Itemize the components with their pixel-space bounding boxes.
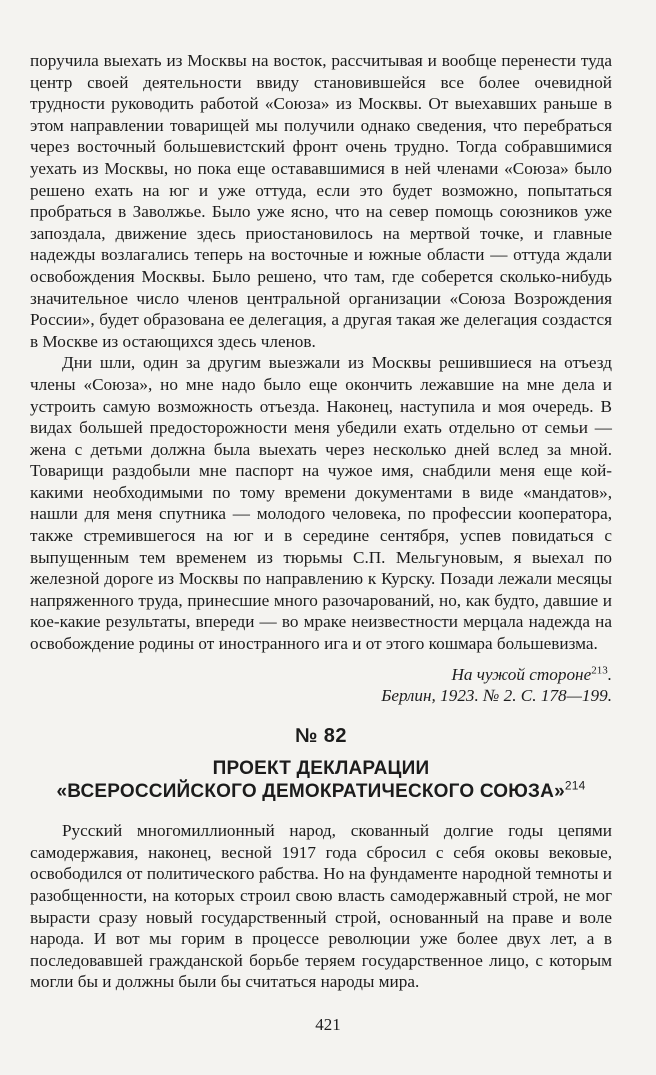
document-title-line-1: ПРОЕКТ ДЕКЛАРАЦИИ <box>212 758 430 780</box>
source-reference <box>30 664 612 708</box>
page-number: 421 <box>315 1015 341 1034</box>
document-title-line-2-text: «ВСЕРОССИЙСКОГО ДЕМОКРАТИЧЕСКОГО СОЮЗА» <box>56 781 565 803</box>
source-citation: Берлин, 1923. № 2. С. 178—199. <box>381 686 612 706</box>
paragraph-2: Дни шли, один за другим выезжали из Москвы решившиеся на отъезд члены «Союза», но мне надо было еще окончить лежавшие на мне дела и устроить самую возможность отъезда. Наконец, наступила и моя очередь. В видах большей предосторожности меня убедили ехать отдельно от семьи — жена с детьми должна была выехать через несколько дней вслед за мной. Товарищи раздобыли мне паспорт на чужое имя, снабдили меня еще кой-какими необходимыми по тому времени документами в виде «мандатов», нашли для меня спутника — молодого человека, по профессии кооператора, также стремившегося на юг и в середине сентября, успев повидаться с выпущенным тем временем из тюрьмы С.П. Мельгуновым, я выехал по железной дороге из Москвы по направлению к Курску. Позади лежали месяцы напряженного труда, принесшие много разочарований, но, как будто, давшие и кое-какие результаты, впереди — во мраке неизвестности мерцала надежда на освобождение родины от иностранного ига и от этого кошмара большевизма. <box>30 353 612 654</box>
page-content <box>30 50 612 993</box>
document-title-line-2 <box>30 780 612 803</box>
document-title-footnote-mark: 214 <box>564 778 586 793</box>
source-footnote-mark: 213 <box>591 663 608 676</box>
document-body: Русский многомиллионный народ, скованный долгие годы цепями самодержавия, наконец, весной 1917 года сбросил с себя оковы вековые, освободился от политического рабства. Но на фундаменте народной темноты и разобщенности, на которых строил свою власть самодержавный строй, не мог вырасти сразу новый государственный строй, основанный на праве и воле народа. И вот мы горим в процессе революции уже более двух лет, а в последовавшей гражданской борьбе теряем государственное лицо, с которым могли бы и должны были бы считаться народы мира. <box>30 821 612 992</box>
document-title <box>30 757 612 803</box>
paragraph-1: поручила выехать из Москвы на восток, рассчитывая и вообще перенести туда центр своей деятельности ввиду становившейся все более очевидной трудности руководить работой «Союза» из Москвы. От выехавших раньше в этом направлении товарищей мы получили однако сведения, что перебраться через восточный большевистский фронт очень трудно. Тогда собравшимися уехать из Москвы, но пока еще остававшимися в ней членами «Союза» было решено ехать на юг и уже оттуда, если это будет возможно, попытаться пробраться в Заволжье. Было уже ясно, что на север помощь союзников уже запоздала, движение здесь приостановилось на мертвой точке, и главные надежды возлагались теперь на восточные и южные области — оттуда ждали освобождения Москвы. Было решено, что там, где соберется сколько-нибудь значительное число членов центральной организации «Союза Возрождения России», будет образована ее делегация, а другая такая же делегация создастся в Москве из остающихся здесь членов. <box>30 51 612 351</box>
source-title-text: На чужой стороне <box>451 664 592 684</box>
document-number: № 82 <box>294 725 348 748</box>
source-title-end: . <box>607 664 612 684</box>
source-title <box>30 664 612 686</box>
